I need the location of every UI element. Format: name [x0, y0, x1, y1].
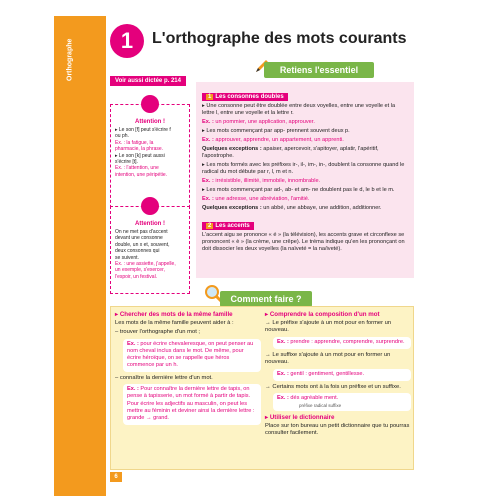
- rule-paragraph: ▸ Les mots formés avec les préfixes ir-, il-, im-, in-, doublent la consonne quand le radical du mot débute par r, l, m et n.: [202, 162, 405, 175]
- attention-line: ▸ Le son [k] peut aussi: [115, 152, 165, 159]
- rule-paragraph: ▸ Les mots commençant par app- prennent souvent deux p.: [202, 128, 350, 134]
- howto-text: – connaître la dernière lettre d'un mot.: [115, 374, 213, 381]
- section-heading: 2 Les accents: [202, 222, 254, 230]
- attention-line: On ne met pas d'accent: [115, 229, 168, 235]
- attention-title: Attention !: [135, 119, 165, 125]
- attention-title: Attention !: [135, 221, 165, 227]
- attention-example: Ex. : une assiette, j'appelle,: [115, 261, 176, 268]
- attention-line: ou ph.: [115, 133, 129, 140]
- attention-line: se suivent.: [115, 254, 139, 261]
- retiens-content: [196, 82, 414, 278]
- howto-heading: ▸ Chercher des mots de la même famille: [115, 311, 233, 318]
- attention-line: devant une consonne: [115, 235, 163, 242]
- rule-paragraph: L'accent aigu se prononce « é » (la télévision), les accents grave et circonflexe se prononcent « è » (la crème, une crêpe). Le tréma indique qu'en les prononçant on doit dissocier les deux voyelles (la naïveté = la na/iveté).: [202, 232, 405, 252]
- rule-paragraph: ▸ Les mots commençant par ad-, ab- et am- ne doublent pas le d, le b et le m.: [202, 187, 395, 193]
- attention-example: Ex. : la fatigue, la: [115, 139, 154, 146]
- attention-line: deux consonnes qui: [115, 248, 160, 255]
- example-card: Ex. : gentil : gentiment, gentillesse.: [273, 369, 411, 381]
- comment-faire-ribbon: Comment faire ?: [220, 291, 312, 307]
- howto-right-column: [265, 311, 411, 440]
- section-heading: 1 Les consonnes doubles: [202, 93, 288, 101]
- attention-example: un exemple, s'exercer,: [115, 267, 165, 274]
- attention-box: [110, 206, 190, 294]
- voir-aussi-tag: Voir aussi dictée p. 214: [110, 76, 186, 86]
- example-card: Ex. : Pour connaître la dernière lettre de tapis, on pense à tapisserie, un mot formé à partir de tapis. Pour écrire les adjectifs au masculin, on peut les mettre au féminin et deviner ainsi la dernière lettre : grande → grand.: [123, 384, 261, 425]
- howto-left-column: [115, 311, 261, 428]
- example-card: Ex. : pour écrire chevaleresque, on peut penser au nom cheval inclus dans le mot. De même, pour écrire héroïque, on se rappelle que héros commence par un h.: [123, 339, 261, 372]
- attention-line: s'écrire [t].: [115, 159, 138, 166]
- howto-text: Place sur ton bureau un petit dictionnaire que tu pourras consulter facilement.: [265, 423, 410, 437]
- warning-icon: [141, 95, 159, 113]
- example-line: Ex. : une adresse, une abréviation, l'amitié.: [202, 196, 310, 202]
- page-title: L'orthographe des mots courants: [152, 30, 407, 47]
- howto-text: Les mots de la même famille peuvent aider à :: [115, 320, 234, 326]
- attention-example: intention, une péripétie.: [115, 171, 167, 178]
- howto-text: → Le suffixe s'ajoute à un mot pour en former un nouveau.: [265, 351, 391, 366]
- example-line: Ex. : irrésistible, illimité, immobile, innombrable.: [202, 178, 321, 184]
- section-label: Orthographe: [66, 38, 74, 82]
- exceptions-line: Quelques exceptions : apaiser, apercevoir, s'apitoyer, aplatir, l'apéritif, l'apostrophe.: [202, 146, 379, 159]
- attention-example: l'espoir, un festival.: [115, 273, 158, 280]
- rule-paragraph: ▸ Une consonne peut être doublée entre deux voyelles, entre une voyelle et la lettre l, entre une voyelle et la lettre r.: [202, 103, 396, 116]
- comment-faire-box: [110, 306, 414, 470]
- attention-example: pharmacie, la phrase.: [115, 146, 164, 153]
- howto-heading: ▸ Comprendre la composition d'un mot: [265, 311, 380, 318]
- howto-text: – trouver l'orthographe d'un mot ;: [115, 329, 201, 336]
- attention-line: ▸ Le son [f] peut s'écrire f: [115, 127, 171, 133]
- chapter-number: 1: [110, 24, 144, 58]
- example-line: Ex. : un pommier, une application, approuver.: [202, 119, 315, 125]
- page-number: 6: [110, 472, 122, 482]
- howto-heading: ▸ Utiliser le dictionnaire: [265, 414, 335, 422]
- howto-text: → Certains mots ont à la fois un préfixe et un suffixe.: [265, 383, 401, 390]
- warning-icon: [141, 197, 159, 215]
- exceptions-line: Quelques exceptions : un abbé, une abbaye, une addition, additionner.: [202, 205, 382, 211]
- attention-example: Ex. : l'attention, une: [115, 165, 159, 172]
- attention-line: double, un x et, souvent,: [115, 241, 170, 248]
- howto-text: → Le préfixe s'ajoute à un mot pour en former un nouveau.: [265, 320, 392, 334]
- retiens-ribbon: Retiens l'essentiel: [264, 62, 374, 78]
- example-card: Ex. : dés agréable ment. préfixe radical suffixe: [273, 393, 411, 411]
- example-line: Ex. : approuver, apprendre, un appartement, un apprenti.: [202, 137, 344, 143]
- example-card: Ex. : prendre : apprendre, comprendre, surprendre.: [273, 337, 411, 349]
- word-parts-labels: préfixe radical suffixe: [299, 403, 342, 409]
